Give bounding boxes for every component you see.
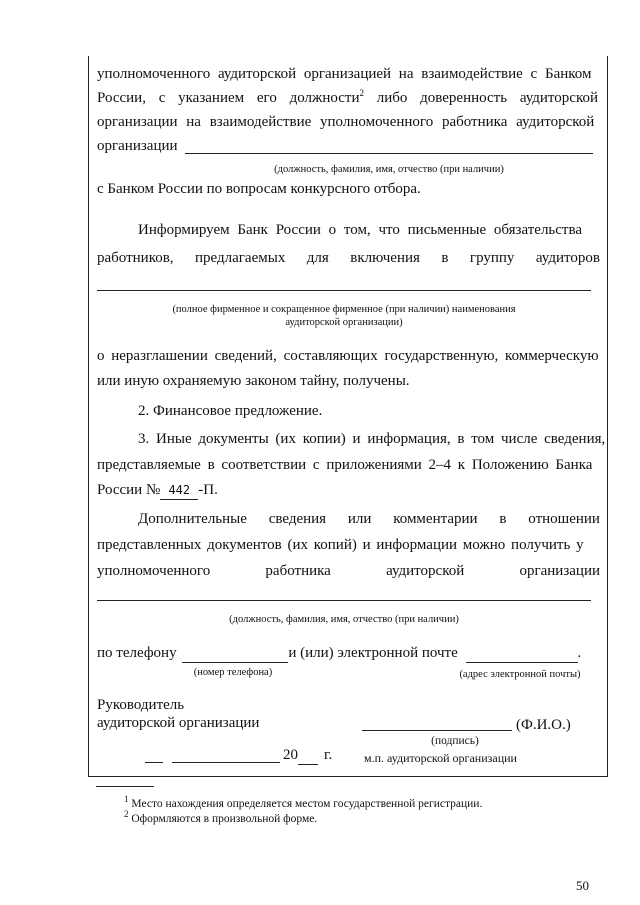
phone-label: по телефону bbox=[97, 645, 177, 661]
caption-position: (должность, фамилия, имя, отчество (при наличии) bbox=[274, 164, 504, 175]
contact-person-fill-line[interactable] bbox=[97, 600, 591, 601]
sign-org: аудиторской организации bbox=[97, 715, 260, 731]
p2-line-1: Информируем Банк России о том, что письменные обязательства bbox=[138, 222, 583, 238]
item-3-line-1: 3. Иные документы (их копии) и информация, в том числе сведения, bbox=[138, 431, 606, 447]
email-label: и (или) электронной почте bbox=[288, 645, 458, 661]
word: Дополнительные bbox=[138, 511, 247, 527]
caption-signature: (подпись) bbox=[431, 735, 479, 747]
p1-line-5: с Банком России по вопросам конкурсного отбора. bbox=[97, 181, 421, 197]
footnote-mark: 1 bbox=[124, 794, 129, 805]
p1-line-1-text: уполномоченного аудиторской организацией на взаимодействие с Банком bbox=[97, 66, 592, 82]
p1-line-1 bbox=[97, 65, 600, 83]
phone-field[interactable] bbox=[182, 644, 288, 663]
position-fill-line[interactable] bbox=[185, 153, 593, 154]
caption-org-1: (полное фирменное и сокращенное фирменное (при наличии) наименования bbox=[172, 304, 516, 315]
footnote-mark: 2 bbox=[124, 809, 129, 820]
p2-line-4: или иную охраняемую законом тайну, получены. bbox=[97, 373, 410, 389]
word: предлагаемых bbox=[195, 250, 286, 266]
item-3-line-2: представляемые в соответствии с приложениями 2–4 к Положению Банка bbox=[97, 457, 593, 473]
p3-line-1 bbox=[138, 510, 600, 528]
footnote-ref-2: 2 bbox=[359, 88, 364, 98]
word: уполномоченного bbox=[97, 563, 211, 579]
word: работников, bbox=[97, 250, 174, 266]
item-3-prefix: России № bbox=[97, 482, 161, 498]
word: сведения bbox=[268, 511, 327, 527]
footnote-text: Место нахождения определяется местом государственной регистрации. bbox=[131, 798, 483, 810]
word: отношении bbox=[528, 511, 600, 527]
p3-line-3 bbox=[97, 562, 600, 580]
word: для bbox=[306, 250, 329, 266]
word: организации bbox=[519, 563, 600, 579]
p2-line-2 bbox=[97, 249, 600, 267]
signature-fill-line[interactable] bbox=[362, 730, 512, 731]
regulation-number: 442 bbox=[160, 481, 198, 500]
word: комментарии bbox=[393, 511, 478, 527]
date-day-fill[interactable] bbox=[145, 762, 163, 763]
caption-phone: (номер телефона) bbox=[193, 667, 273, 678]
p1-line-2-text-b: либо доверенность аудиторской bbox=[364, 90, 598, 106]
stamp-place: м.п. аудиторской организации bbox=[364, 751, 517, 765]
p1-line-2 bbox=[97, 89, 600, 107]
page-number: 50 bbox=[576, 878, 589, 893]
word: аудиторской bbox=[386, 563, 465, 579]
footnote-separator bbox=[96, 786, 154, 787]
p1-line-3: организации на взаимодействие уполномоченного работника аудиторской bbox=[97, 114, 595, 130]
word: в bbox=[441, 250, 449, 266]
footnote-2 bbox=[124, 809, 318, 826]
p3-line-2: представленных документов (их копий) и информации можно получить у bbox=[97, 537, 584, 553]
footnote-1 bbox=[124, 794, 483, 811]
phone-line bbox=[97, 644, 581, 663]
sign-head: Руководитель bbox=[97, 697, 185, 713]
email-field[interactable] bbox=[466, 644, 578, 663]
caption-position-2: (должность, фамилия, имя, отчество (при наличии) bbox=[229, 614, 459, 625]
word: или bbox=[347, 511, 372, 527]
date-suffix: г. bbox=[324, 747, 333, 763]
sign-fio: (Ф.И.О.) bbox=[516, 717, 571, 733]
item-3-line-3 bbox=[97, 481, 218, 500]
footnote-text: Оформляются в произвольной форме. bbox=[131, 813, 318, 825]
word: группу bbox=[469, 250, 515, 266]
p2-line-3: о неразглашении сведений, составляющих государственную, коммерческую bbox=[97, 348, 599, 364]
word: в bbox=[499, 511, 507, 527]
phone-line-end: . bbox=[577, 645, 582, 661]
date-year bbox=[283, 746, 332, 765]
item-2: 2. Финансовое предложение. bbox=[138, 403, 323, 419]
caption-org-2: аудиторской организации) bbox=[285, 317, 403, 328]
p1-line-4: организации bbox=[97, 138, 178, 154]
caption-email: (адрес электронной почты) bbox=[459, 669, 581, 680]
word: работника bbox=[265, 563, 331, 579]
date-year-prefix: 20 bbox=[283, 747, 298, 763]
word: включения bbox=[350, 250, 420, 266]
p1-line-2-text-a: России, с указанием его должности bbox=[97, 90, 360, 106]
item-3-suffix: -П. bbox=[198, 482, 218, 498]
date-year-fill[interactable] bbox=[298, 746, 318, 765]
word: аудиторов bbox=[535, 250, 600, 266]
date-month-fill[interactable] bbox=[172, 762, 280, 763]
org-name-fill-line[interactable] bbox=[97, 290, 591, 291]
